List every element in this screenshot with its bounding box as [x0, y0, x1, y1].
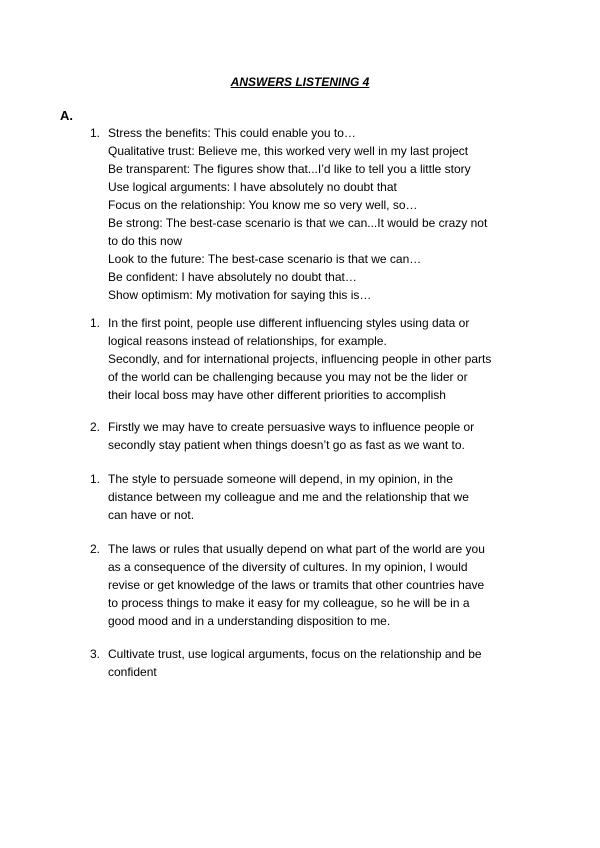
list-item-line: can have or not.: [108, 508, 195, 522]
list-item-line: good mood and in a understanding disposition to me.: [108, 614, 391, 628]
list-item-line: their local boss may have other different priorities to accomplish: [108, 388, 446, 402]
list-item-line: Firstly we may have to create persuasive ways to influence people or: [108, 420, 475, 434]
list-item-line: Qualitative trust: Believe me, this worked very well in my last project: [108, 144, 469, 158]
list-item-line: distance between my colleague and me and the relationship that we: [108, 490, 469, 504]
list-item-body: [108, 470, 540, 524]
list-item-line: revise or get knowledge of the laws or tramits that other countries have: [108, 578, 485, 592]
list-item-line: of the world can be challenging because you may not be the lider or: [108, 370, 468, 384]
list-item-body: [108, 314, 540, 404]
list-item-body: [108, 124, 540, 304]
list-item-body: [108, 645, 540, 681]
list-item-line: Stress the benefits: This could enable you to…: [108, 126, 356, 140]
list-item-number: 2.: [90, 420, 101, 434]
list-item-line: confident: [108, 665, 157, 679]
list-item-body: [108, 540, 540, 630]
list-item-line: as a consequence of the diversity of cultures. In my opinion, I would: [108, 560, 468, 574]
list-item: [90, 645, 540, 681]
list-item-line: Be strong: The best-case scenario is that we can...It would be crazy not: [108, 216, 488, 230]
list-item-line: secondly stay patient when things doesn’t go as fast as we want to.: [108, 438, 465, 452]
list-item-number: 1.: [90, 126, 101, 140]
list-item-line: The style to persuade someone will depend, in my opinion, in the: [108, 472, 453, 486]
list-item-line: Look to the future: The best-case scenario is that we can…: [108, 252, 422, 266]
list-item-line: Be confident: I have absolutely no doubt that…: [108, 270, 357, 284]
document-title: ANSWERS LISTENING 4: [230, 75, 370, 89]
list-item-line: logical reasons instead of relationships, for example.: [108, 334, 387, 348]
list-item-line: Focus on the relationship: You know me so very well, so…: [108, 198, 418, 212]
list-item: [90, 314, 540, 404]
list-item: [90, 418, 540, 454]
section-label: A.: [60, 108, 73, 123]
list-item-line: Secondly, and for international projects, influencing people in other parts: [108, 352, 492, 366]
list-item-line: to do this now: [108, 234, 183, 248]
list-item-number: 3.: [90, 647, 101, 661]
list-item-line: Show optimism: My motivation for saying this is…: [108, 288, 372, 302]
list-item-line: to process things to make it easy for my colleague, so he will be in a: [108, 596, 470, 610]
list-item: [90, 540, 540, 630]
list-item-line: Be transparent: The figures show that...I’d like to tell you a little story: [108, 162, 471, 176]
list-item-number: 1.: [90, 316, 101, 330]
list-item-line: The laws or rules that usually depend on what part of the world are you: [108, 542, 485, 556]
list-item: [90, 124, 540, 304]
list-item-line: In the first point, people use different influencing styles using data or: [108, 316, 470, 330]
list-item-number: 1.: [90, 472, 101, 486]
list-item: [90, 470, 540, 524]
list-item-body: [108, 418, 540, 454]
list-item-number: 2.: [90, 542, 101, 556]
list-item-line: Use logical arguments: I have absolutely no doubt that: [108, 180, 397, 194]
list-item-line: Cultivate trust, use logical arguments, focus on the relationship and be: [108, 647, 482, 661]
